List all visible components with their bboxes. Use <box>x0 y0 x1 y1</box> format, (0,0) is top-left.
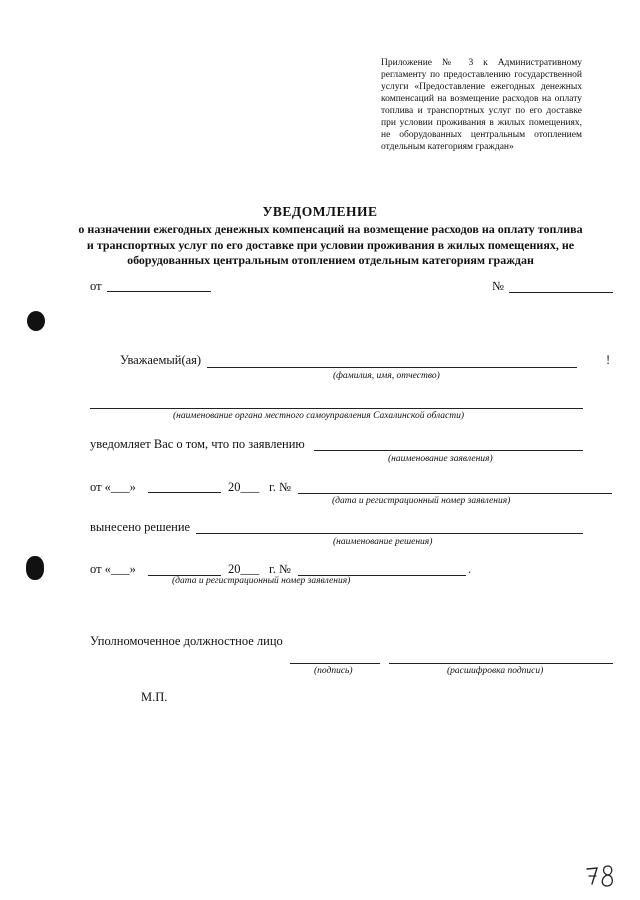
appendix-note: Приложение № 3 к Административному регламенту по предоставлению государственной услуги «Предоставление ежегодных денежных компенсаций на возмещение расходов на оплату топлива и транспортных услуг по его доставке при условии проживания в жилых помещениях, не оборудованных центральным отоплением отдельным категориям граждан» <box>381 58 582 152</box>
punch-hole-bottom <box>26 556 44 580</box>
application-line[interactable] <box>314 450 583 451</box>
exclamation-mark: ! <box>606 353 611 367</box>
stamp-place: М.П. <box>141 690 168 704</box>
date-reg-caption-2: (дата и регистрационный номер заявления) <box>172 576 351 586</box>
decision-caption: (наименование решения) <box>333 537 433 547</box>
org-line[interactable] <box>90 408 583 409</box>
org-caption: (наименование органа местного самоуправления Сахалинской области) <box>173 411 465 421</box>
application-caption: (наименование заявления) <box>388 454 493 464</box>
punch-hole-top <box>27 311 45 331</box>
reg-number-line-1[interactable] <box>298 493 612 494</box>
month-line-1[interactable] <box>148 492 221 493</box>
decoding-caption: (расшифровка подписи) <box>447 666 544 676</box>
period-mark: . <box>468 562 472 576</box>
notifies-text: уведомляет Вас о том, что по заявлению <box>90 437 305 451</box>
from-date-line[interactable] <box>107 291 211 292</box>
year-text-2: 20___ <box>228 562 260 576</box>
g-no-1: г. № <box>269 480 291 494</box>
number-line[interactable] <box>509 292 613 293</box>
dear-label: Уважаемый(ая) <box>120 353 202 367</box>
year-text-1: 20___ <box>228 480 260 494</box>
signature-line[interactable] <box>290 663 380 664</box>
signature-caption: (подпись) <box>314 666 353 676</box>
decoding-line[interactable] <box>389 663 613 664</box>
document-subtitle: о назначении ежегодных денежных компенсаций на возмещение расходов на оплату топлива и транспортных услуг по его доставке при условии проживания в жилых помещениях, не оборудованных центральным отоплением отдельным категориям граждан <box>78 222 583 267</box>
date-prefix-2: от «___» <box>90 562 136 576</box>
handwritten-page-number <box>584 862 618 892</box>
date-prefix-1: от «___» <box>90 480 136 494</box>
g-no-2: г. № <box>269 562 291 576</box>
document-title: УВЕДОМЛЕНИЕ <box>262 204 378 219</box>
official-text: Уполномоченное должностное лицо <box>90 634 283 648</box>
date-reg-caption-1: (дата и регистрационный номер заявления) <box>332 496 511 506</box>
fio-caption: (фамилия, имя, отчество) <box>333 371 440 381</box>
decision-line[interactable] <box>196 533 583 534</box>
number-label: № <box>492 279 504 293</box>
from-label: от <box>90 279 102 293</box>
decision-text: вынесено решение <box>90 520 191 534</box>
fio-line[interactable] <box>207 367 577 368</box>
